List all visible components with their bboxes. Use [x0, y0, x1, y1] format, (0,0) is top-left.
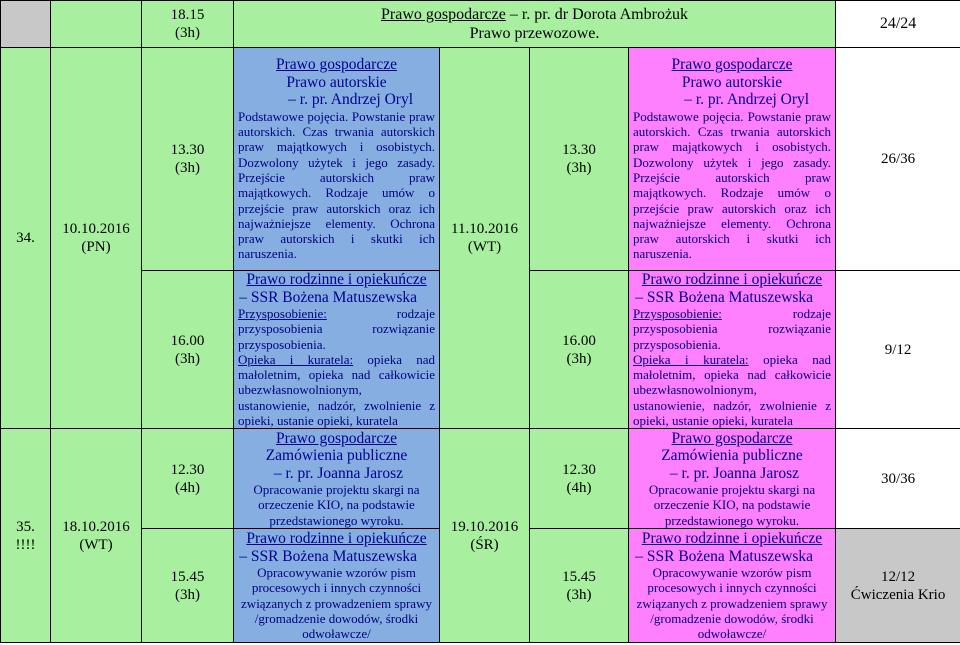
lecture-lecturer: – r. pr. Joanna Jarosz	[273, 464, 403, 482]
lecture-description: Opracowywanie wzorów pism procesowych i innych czynności związanych z prowadzeniem sprawy /gromadzenie dowodów, środki odwoławcze/	[241, 565, 432, 642]
lecture-label: Przysposobienie:	[633, 306, 722, 321]
lecture-subject: Prawo gospodarcze	[671, 429, 793, 447]
row-number-cell	[1, 48, 51, 429]
row-date2-cell	[440, 429, 530, 643]
row-day: (WT)	[79, 536, 113, 553]
slot-time-cell	[142, 429, 234, 529]
lecture-autorskie-blue	[234, 48, 440, 271]
lecture-title: Prawo rodzinne i opiekuńcze	[641, 271, 823, 288]
slot-time: 16.00	[562, 332, 596, 349]
row-number-cell	[1, 429, 51, 643]
row-date-cell	[51, 48, 142, 429]
slot-duration: (3h)	[175, 160, 200, 176]
slot-time-cell	[530, 429, 629, 529]
row-day2: (WT)	[467, 239, 502, 256]
row-date: 18.10.2016	[62, 518, 130, 535]
row-date2-cell	[440, 48, 530, 429]
row-number: 35.	[16, 518, 35, 535]
slot-duration: (3h)	[175, 586, 200, 603]
header-count: 24/24	[879, 15, 917, 32]
header-subject: Prawo gospodarcze	[381, 6, 506, 23]
lecture-description: Opracowanie projektu skargi na orzeczenie KIO, na podstawie przedstawionego wyroku.	[648, 482, 816, 528]
lecture-description: Podstawowe pojęcia. Powstanie praw autorskich. Czas trwania autorskich praw majątkowych i osobistych. Dozwolony użytek i jego zasady. Przejście autorskich praw majątkowych. Rodzaje umów o przejście praw autorskich oraz ich najważniejsze elementy. Ochrona praw autorskich i skutki ich naruszenia.	[633, 108, 832, 262]
lecture-description: Podstawowe pojęcia. Powstanie praw autorskich. Czas trwania autorskich praw majątkowych i osobistych. Dozwolony użytek i jego zasady. Przejście autorskich praw majątkowych. Rodzaje umów o przejście praw autorskich oraz ich najważniejsze elementy. Ochrona praw autorskich i skutki ich naruszenia.	[238, 108, 435, 262]
lecture-title: Zamówienia publiczne	[661, 447, 803, 465]
lecture-subject: Prawo gospodarcze	[671, 56, 793, 74]
header-lecture-cell	[234, 1, 836, 48]
header-topic: Prawo przewozowe.	[469, 25, 600, 42]
slot-time-cell	[142, 48, 234, 271]
slot-duration: (3h)	[566, 350, 592, 367]
header-row	[1, 1, 960, 48]
lecture-autorskie-pink	[629, 48, 836, 271]
hours-count: 26/36	[880, 151, 916, 167]
lecture-lecturer: – SSR Bożena Matuszewska	[635, 288, 814, 306]
slot-duration: (4h)	[175, 479, 200, 496]
lecture-title: Prawo rodzinne i opiekuńcze	[641, 530, 823, 548]
lecture-title: Zamówienia publiczne	[265, 447, 408, 465]
lecture-text: rodzaje przysposobienia rozwiązanie przysposobienia.	[633, 306, 832, 352]
slot-duration: (3h)	[566, 160, 592, 176]
header-left-cell	[1, 1, 51, 48]
row-34-slot1	[1, 48, 960, 271]
count-cell	[836, 48, 960, 271]
slot-time-cell	[530, 529, 629, 643]
lecture-zamowienia-blue	[234, 429, 440, 529]
slot-duration: (3h)	[175, 350, 200, 367]
lecture-title: Prawo autorskie	[681, 73, 783, 91]
row-date2: 11.10.2016	[451, 221, 518, 238]
row-mark: !!!!	[15, 536, 36, 553]
lecture-description: Opracowanie projektu skargi na orzeczenie KIO, na podstawie przedstawionego wyroku.	[253, 482, 420, 528]
lecture-rodzinne2-pink	[629, 529, 836, 643]
count-cell	[836, 271, 960, 429]
slot-time: 16.00	[170, 332, 205, 349]
lecture-title: Prawo rodzinne i opiekuńcze	[246, 530, 427, 548]
hours-count: 12/12	[880, 568, 916, 585]
lecture-text: opieka nad małoletnim, opieka nad całkowicie ubezwłasnowolnionym, ustanowienie, nadzór, zwolnienie z opieki, ustanie opieki, kuratela	[238, 351, 435, 429]
count-cell-exercise	[836, 529, 960, 643]
slot-time-cell	[530, 271, 629, 429]
lecture-text: opieka nad małoletnim, opieka nad całkowicie ubezwłasnowolnionym, ustanowienie, nadzór, zwolnienie z opieki, ustanie opieki, kuratela	[633, 351, 832, 429]
lecture-description: Opracowywanie wzorów pism procesowych i innych czynności związanych z prowadzeniem sprawy /gromadzenie dowodów, środki odwoławcze/	[636, 565, 828, 642]
count-cell	[836, 429, 960, 529]
lecture-lecturer: – SSR Bożena Matuszewska	[239, 547, 417, 565]
slot-duration: (4h)	[566, 479, 592, 496]
lecture-label: Opieka i kuratela:	[633, 351, 749, 367]
lecture-lecturer: – r. pr. Joanna Jarosz	[669, 464, 800, 482]
row-date2: 19.10.2016	[450, 518, 519, 535]
slot-time: 13.30	[170, 142, 205, 158]
hours-count: 9/12	[884, 341, 912, 358]
header-blank-cell	[51, 1, 142, 48]
lecture-subject: Prawo gospodarcze	[276, 429, 397, 447]
slot-time: 12.30	[170, 461, 205, 478]
lecture-lecturer: – SSR Bożena Matuszewska	[239, 288, 417, 306]
row-day2: (ŚR)	[470, 536, 499, 553]
lecture-title: Prawo rodzinne i opiekuńcze	[246, 271, 427, 288]
header-time-cell	[142, 1, 234, 48]
slot-time: 15.45	[170, 568, 205, 585]
header-count-cell	[836, 1, 960, 48]
row-number: 34.	[16, 230, 35, 247]
row-35-slot1	[1, 429, 960, 529]
slot-time-cell	[530, 48, 629, 271]
lecture-lecturer: – SSR Bożena Matuszewska	[635, 547, 814, 565]
lecture-rodzinne2-blue	[234, 529, 440, 643]
lecture-title: Prawo autorskie	[286, 73, 387, 91]
hours-count: 30/36	[880, 470, 916, 487]
lecture-rodzinne-blue	[234, 271, 440, 429]
lecture-text: rodzaje przysposobienia rozwiązanie przysposobienia.	[238, 306, 435, 352]
lecture-lecturer: – r. pr. Andrzej Oryl	[288, 91, 413, 109]
row-date: 10.10.2016	[62, 221, 130, 238]
row-date-cell	[51, 429, 142, 643]
slot-time: 12.30	[562, 461, 596, 478]
slot-time: 15.45	[562, 568, 596, 585]
slot-time: 13.30	[562, 142, 596, 158]
header-time: 18.15	[170, 7, 205, 23]
header-lecturer: – r. pr. dr Dorota Ambrożuk	[505, 6, 689, 23]
lecture-label: Opieka i kuratela:	[238, 351, 354, 367]
slot-duration: (3h)	[566, 586, 592, 603]
row-day: (PN)	[81, 239, 111, 256]
lecture-rodzinne-pink	[629, 271, 836, 429]
slot-time-cell	[142, 529, 234, 643]
lecture-label: Przysposobienie:	[238, 306, 327, 321]
lecture-zamowienia-pink	[629, 429, 836, 529]
lecture-subject: Prawo gospodarcze	[276, 56, 397, 74]
header-duration: (3h)	[175, 25, 200, 41]
lecture-lecturer: – r. pr. Andrzej Oryl	[684, 91, 810, 109]
exercise-note: Ćwiczenia Krio	[850, 586, 946, 603]
slot-time-cell	[142, 271, 234, 429]
